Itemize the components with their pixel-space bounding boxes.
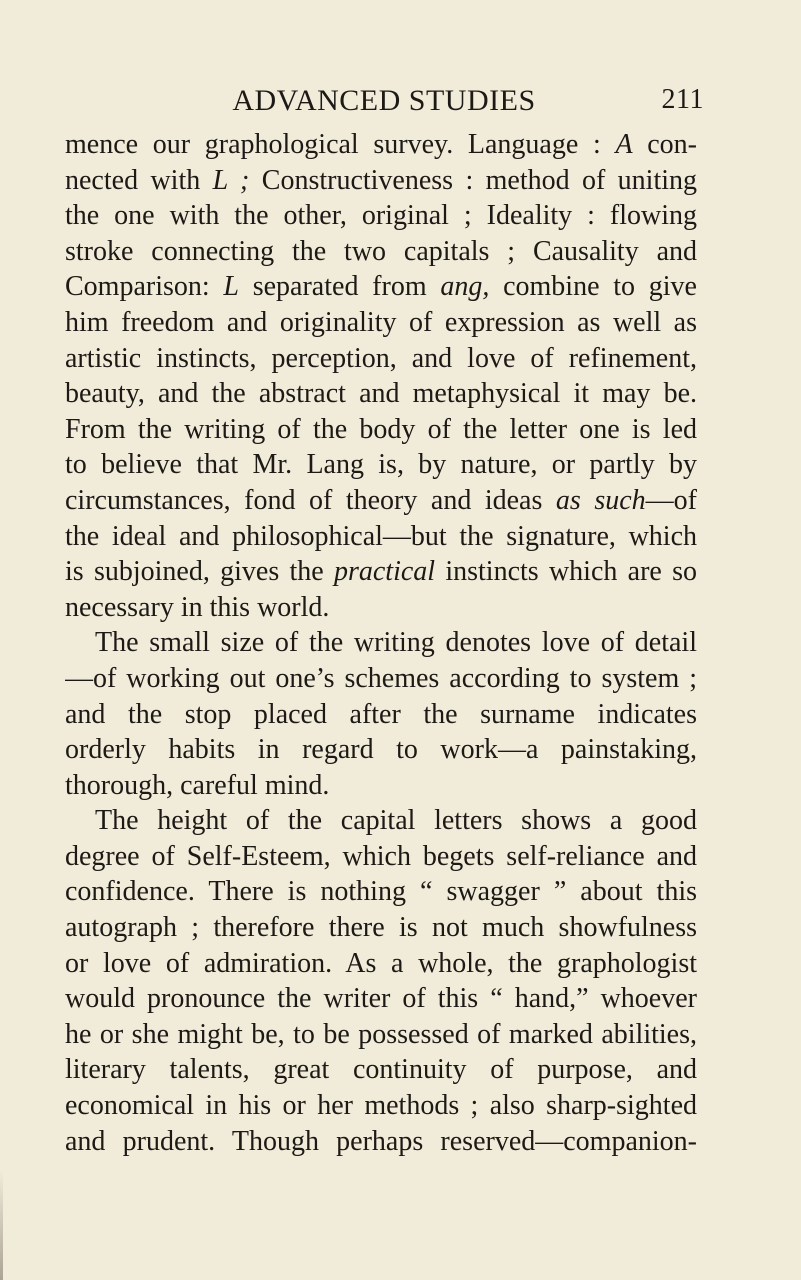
text-line: the ideal and philosophical—but the signature, which — [65, 520, 697, 552]
text-line: Comparison: L separated from ang, combine to give — [65, 271, 697, 303]
text-line: and the stop placed after the surname indicates — [65, 698, 697, 730]
text-line: circumstances, fond of theory and ideas as such—of — [65, 484, 697, 516]
text-line: —of working out one’s schemes according to system ; — [65, 662, 697, 694]
text-line: or love of admiration. As a whole, the graphologist — [65, 947, 697, 979]
text-line: orderly habits in regard to work—a painstaking, — [65, 734, 697, 766]
text-line: confidence. There is nothing “ swagger ” about this — [65, 876, 697, 908]
text-line: he or she might be, to be possessed of marked abilities, — [65, 1018, 697, 1050]
text-line: The height of the capital letters shows a good — [95, 805, 697, 837]
text-line: literary talents, great continuity of purpose, and — [65, 1054, 697, 1086]
text-line: nected with L ; Constructiveness : method of uniting — [65, 164, 697, 196]
text-line: is subjoined, gives the practical instincts which are so — [65, 556, 697, 588]
text-line: and prudent. Though perhaps reserved—companion- — [65, 1125, 697, 1157]
running-head-title: ADVANCED STUDIES — [232, 84, 536, 117]
text-line: thorough, careful mind. — [65, 769, 330, 801]
text-line: autograph ; therefore there is not much showfulness — [65, 912, 697, 944]
text-line: beauty, and the abstract and metaphysical it may be. — [65, 378, 697, 410]
text-line: to believe that Mr. Lang is, by nature, or partly by — [65, 449, 697, 481]
page-edge-shadow — [0, 1170, 3, 1280]
body-text — [65, 127, 697, 1159]
text-line: economical in his or her methods ; also sharp-sighted — [65, 1090, 697, 1122]
text-line: stroke connecting the two capitals ; Causality and — [65, 235, 697, 267]
text-line: The small size of the writing denotes love of detail — [95, 627, 697, 659]
text-line: artistic instincts, perception, and love of refinement, — [65, 342, 697, 374]
running-head — [72, 84, 704, 124]
text-line: mence our graphological survey. Language : A con- — [65, 129, 697, 160]
text-line: the one with the other, original ; Ideality : flowing — [65, 200, 697, 232]
text-line: him freedom and originality of expression as well as — [65, 306, 697, 338]
text-line: would pronounce the writer of this “ hand,” whoever — [65, 983, 697, 1015]
text-line: necessary in this world. — [65, 591, 330, 623]
text-line: degree of Self-Esteem, which begets self-reliance and — [65, 840, 697, 872]
page-number: 211 — [661, 84, 704, 115]
text-line: From the writing of the body of the letter one is led — [65, 413, 697, 445]
